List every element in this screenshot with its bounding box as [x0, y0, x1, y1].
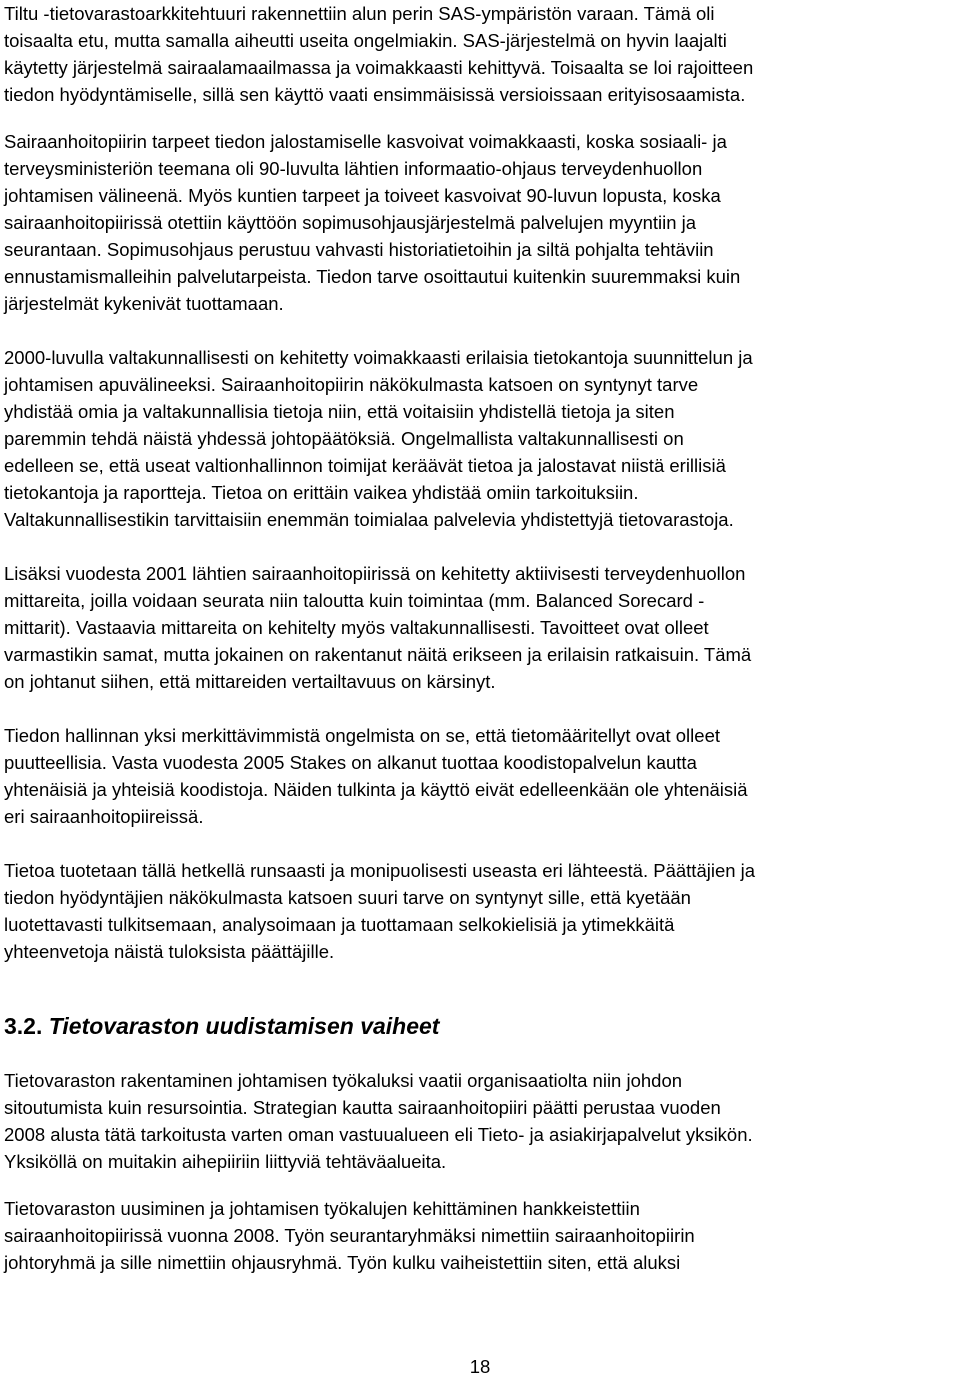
- text-line: ennustamismalleihin palvelutarpeista. Tiedon tarve osoittautui kuitenkin suuremmaksi kuin: [4, 266, 741, 287]
- text-line: Yksiköllä on muitakin aihepiiriin liittyviä tehtäväalueita.: [4, 1151, 447, 1172]
- text-line: Tiltu -tietovarastoarkkitehtuuri rakennettiin alun perin SAS-ympäristön varaan. Tämä oli: [4, 3, 715, 24]
- document-page: [4, 0, 956, 1276]
- text-line: on johtanut siihen, että mittareiden vertailtavuus on kärsinyt.: [4, 671, 496, 692]
- text-line: Sairaanhoitopiirin tarpeet tiedon jalostamiselle kasvoivat voimakkaasti, koska sosiaali- ja: [4, 131, 727, 152]
- section-heading: [4, 1011, 956, 1041]
- text-line: johtoryhmä ja sille nimettiin ohjausryhmä. Työn kulku vaiheistettiin siten, että aluksi: [4, 1252, 681, 1273]
- text-line: Tietovaraston rakentaminen johtamisen työkaluksi vaatii organisaatiolta niin johdon: [4, 1070, 683, 1091]
- section-number: 3.2.: [4, 1013, 43, 1039]
- text-line: johtamisen välineenä. Myös kuntien tarpeet ja toiveet kasvoivat 90-luvun lopusta, koska: [4, 185, 721, 206]
- section-paragraph-1: [4, 1067, 956, 1175]
- text-line: toisaalta etu, mutta samalla aiheutti useita ongelmiakin. SAS-järjestelmä on hyvin laajalti: [4, 30, 727, 51]
- paragraph-6: [4, 857, 956, 965]
- text-line: tiedon hyödyntämiselle, sillä sen käyttö vaati ensimmäisissä versioissaan erityisosaamista.: [4, 84, 746, 105]
- text-line: käytetty järjestelmä sairaalamaailmassa ja voimakkaasti kehittyvä. Toisaalta se loi rajoitteen: [4, 57, 754, 78]
- text-line: edelleen se, että useat valtionhallinnon toimijat keräävät tietoa ja jalostavat niistä erillisiä: [4, 455, 726, 476]
- text-line: tietokantoja ja raportteja. Tietoa on erittäin vaikea yhdistää omiin tarkoituksiin.: [4, 482, 639, 503]
- text-line: 2000-luvulla valtakunnallisesti on kehitetty voimakkaasti erilaisia tietokantoja suunnittelun ja: [4, 347, 753, 368]
- paragraph-5: [4, 722, 956, 830]
- paragraph-1: [4, 0, 956, 108]
- text-line: puutteellisia. Vasta vuodesta 2005 Stakes on alkanut tuottaa koodistopalvelun kautta: [4, 752, 697, 773]
- text-line: mittareita, joilla voidaan seurata niin taloutta kuin toimintaa (mm. Balanced Sorecard -: [4, 590, 705, 611]
- text-line: seurantaan. Sopimusohjaus perustuu vahvasti historiatietoihin ja siltä pohjalta tehtäviin: [4, 239, 714, 260]
- text-line: paremmin tehdä näistä yhdessä johtopäätöksiä. Ongelmallista valtakunnallisesti on: [4, 428, 684, 449]
- text-line: sairaanhoitopiirissä vuonna 2008. Työn seurantaryhmäksi nimettiin sairaanhoitopiirin: [4, 1225, 695, 1246]
- text-line: yhteenvetoja näistä tuloksista päättäjille.: [4, 941, 335, 962]
- text-line: terveysministeriön teemana oli 90-luvulta lähtien informaatio-ohjaus terveydenhuollon: [4, 158, 703, 179]
- text-line: luotettavasti tulkitsemaan, analysoimaan ja tuottamaan selkokielisiä ja ytimekkäitä: [4, 914, 675, 935]
- page-number: 18: [469, 1356, 491, 1377]
- text-line: tiedon hyödyntäjien näkökulmasta katsoen suuri tarve on syntynyt sille, että kyetään: [4, 887, 691, 908]
- text-line: varmastikin samat, mutta jokainen on rakentanut näitä erikseen ja erilaisin ratkaisuin. Tämä: [4, 644, 752, 665]
- paragraph-4: [4, 560, 956, 695]
- text-line: johtamisen apuvälineeksi. Sairaanhoitopiirin näkökulmasta katsoen on syntynyt tarve: [4, 374, 699, 395]
- section-title: Tietovaraston uudistamisen vaiheet: [48, 1013, 440, 1039]
- text-line: sitoutumista kuin resursointia. Strategian kautta sairaanhoitopiiri päätti perustaa vuoden: [4, 1097, 721, 1118]
- paragraph-3: [4, 344, 956, 533]
- text-line: mittarit). Vastaavia mittareita on kehitelty myös valtakunnallisesti. Tavoitteet ovat olleet: [4, 617, 709, 638]
- section-paragraph-2: [4, 1195, 956, 1276]
- text-line: järjestelmät kykenivät tuottamaan.: [4, 293, 284, 314]
- text-line: Tietoa tuotetaan tällä hetkellä runsaasti ja monipuolisesti useasta eri lähteestä. Päättäjien ja: [4, 860, 756, 881]
- text-line: 2008 alusta tätä tarkoitusta varten oman vastuualueen eli Tieto- ja asiakirjapalvelut yksikön.: [4, 1124, 753, 1145]
- paragraph-2: [4, 128, 956, 317]
- text-line: Tietovaraston uusiminen ja johtamisen työkalujen kehittäminen hankkeistettiin: [4, 1198, 640, 1219]
- text-line: Lisäksi vuodesta 2001 lähtien sairaanhoitopiirissä on kehitetty aktiivisesti terveydenhuollon: [4, 563, 746, 584]
- text-line: eri sairaanhoitopiireissä.: [4, 806, 204, 827]
- text-line: yhdistää omia ja valtakunnallisia tietoja niin, että voitaisiin yhdistellä tietoja ja siten: [4, 401, 675, 422]
- text-line: Tiedon hallinnan yksi merkittävimmistä ongelmista on se, että tietomääritellyt ovat olleet: [4, 725, 720, 746]
- text-line: Valtakunnallisestikin tarvittaisiin enemmän toimialaa palvelevia yhdistettyjä tietovarastoja.: [4, 509, 734, 530]
- text-line: yhtenäisiä ja yhteisiä koodistoja. Näiden tulkinta ja käyttö eivät edelleenkään ole yhtenäisiä: [4, 779, 748, 800]
- text-line: sairaanhoitopiirissä otettiin käyttöön sopimusohjausjärjestelmä palvelujen myyntiin ja: [4, 212, 697, 233]
